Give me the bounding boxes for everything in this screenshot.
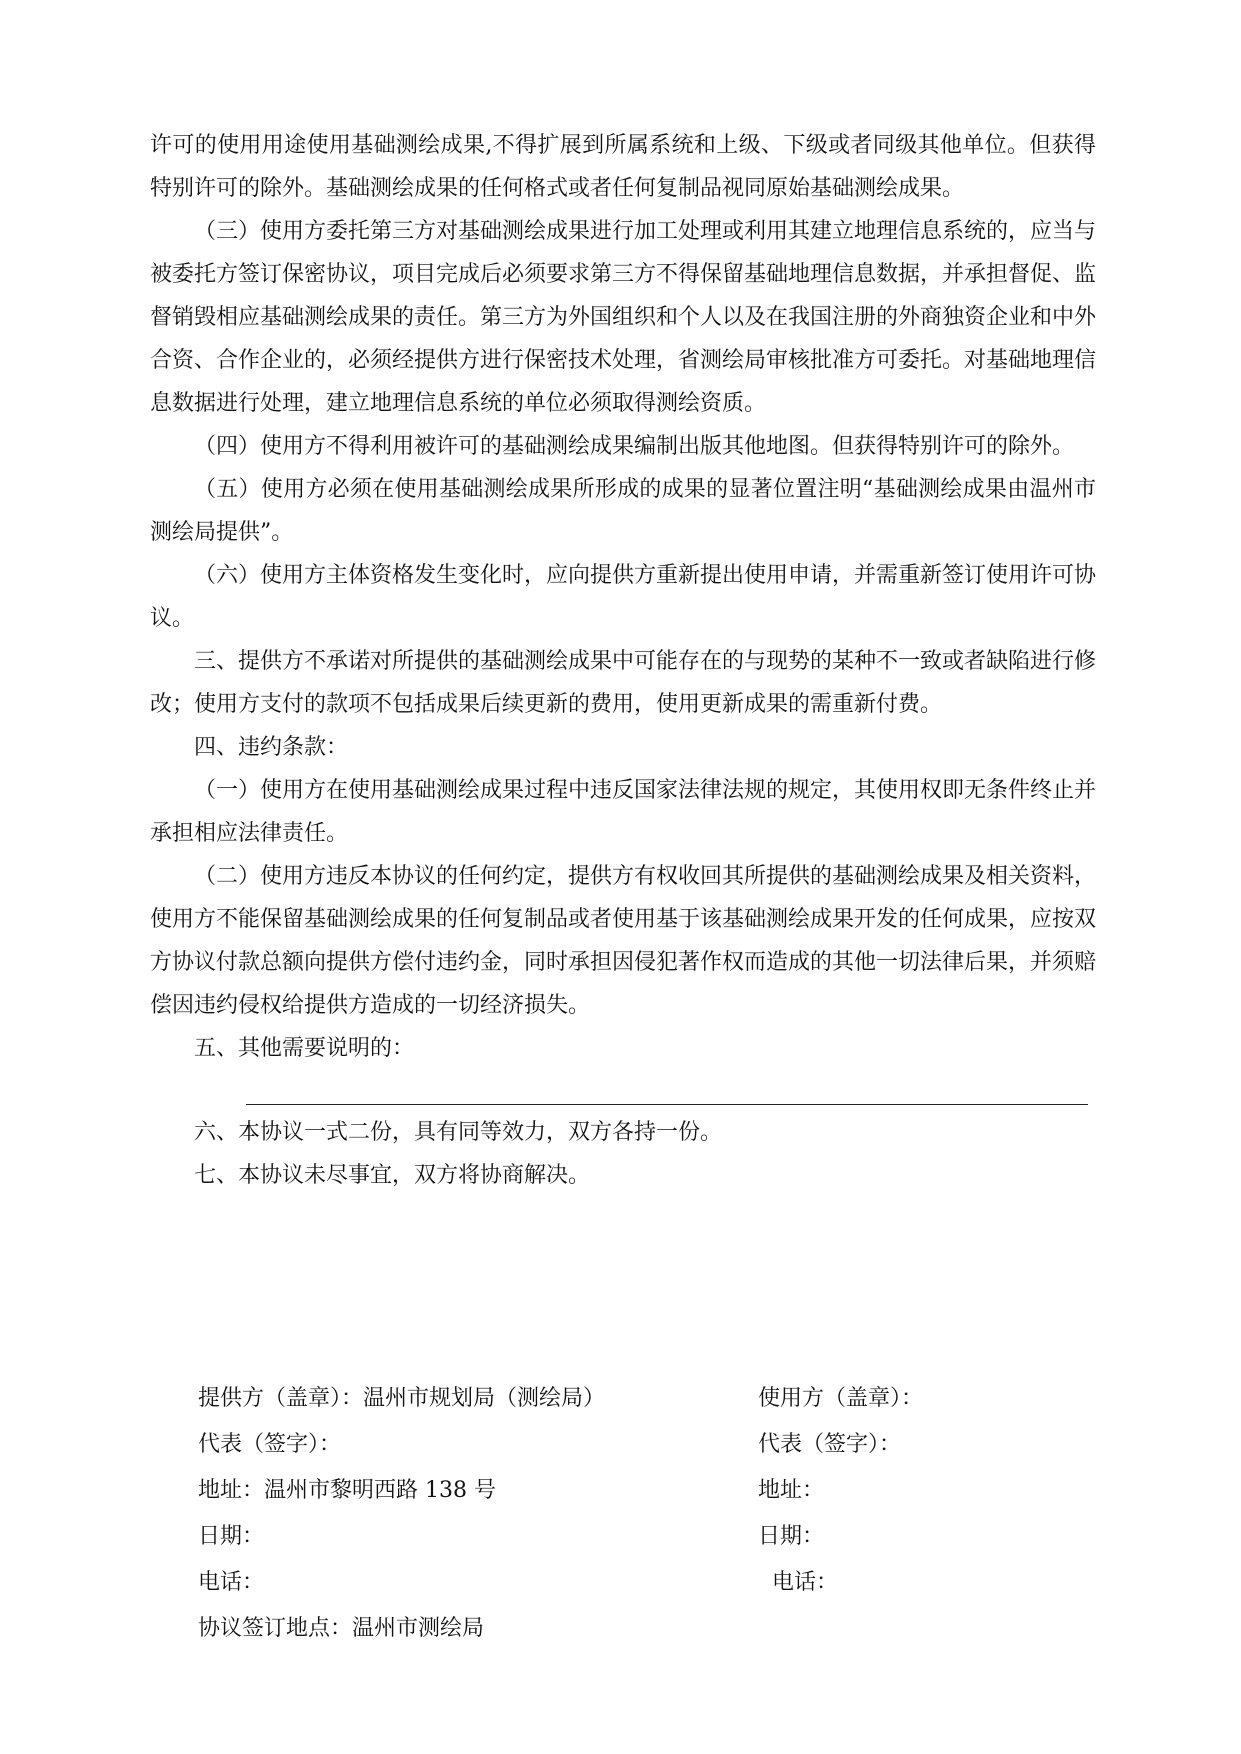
signature-row-phone bbox=[198, 1560, 1098, 1606]
user-phone: 电话： bbox=[772, 1570, 839, 1595]
clause-3-third-party: （三）使用方委托第三方对基础测绘成果进行加工处理或利用其建立地理信息系统的，应当与被委托方签订保密协议，项目完成后必须要求第三方不得保留基础地理信息数据，并承担督促、监督销毁相应基础测绘成果的责任。第三方为外国组织和个人以及在我国注册的外商独资企业和中外合资、合作企业的，必须经提供方进行保密技术处理，省测绘局审核批准方可委托。对基础地理信息数据进行处理，建立地理信息系统的单位必须取得测绘资质。 bbox=[150, 219, 1097, 416]
signing-place: 协议签订地点：温州市测绘局 bbox=[198, 1616, 485, 1641]
section-5-other-notes: 五、其他需要说明的： bbox=[194, 1036, 415, 1061]
provider-address: 地址：温州市黎明西路 138 号 bbox=[198, 1478, 496, 1503]
signature-row-address bbox=[198, 1468, 1098, 1514]
user-seal: 使用方（盖章）： bbox=[758, 1386, 924, 1411]
agreement-body bbox=[150, 124, 1096, 1197]
clause-4-no-map-publishing: （四）使用方不得利用被许可的基础测绘成果编制出版其他地图。但获得特别许可的除外。 bbox=[194, 434, 1075, 459]
user-date: 日期： bbox=[758, 1524, 825, 1549]
clause-usage-scope: 许可的使用用途使用基础测绘成果,不得扩展到所属系统和上级、下级或者同级其他单位。但获得特别许可的除外。基础测绘成果的任何格式或者任何复制品视同原始基础测绘成果。 bbox=[150, 133, 1096, 201]
signature-row-seal bbox=[198, 1376, 1098, 1422]
section-3-no-warranty: 三、提供方不承诺对所提供的基础测绘成果中可能存在的与现势的某种不一致或者缺陷进行修改；使用方支付的款项不包括成果后续更新的费用，使用更新成果的需重新付费。 bbox=[150, 649, 1097, 717]
signature-row-place bbox=[198, 1606, 1098, 1652]
provider-date: 日期： bbox=[198, 1524, 265, 1549]
breach-clause-1: （一）使用方在使用基础测绘成果过程中违反国家法律法规的规定，其使用权即无条件终止并承担相应法律责任。 bbox=[150, 778, 1097, 846]
user-address: 地址： bbox=[758, 1478, 825, 1503]
clause-5-attribution: （五）使用方必须在使用基础测绘成果所形成的成果的显著位置注明“基础测绘成果由温州市测绘局提供”。 bbox=[150, 477, 1096, 545]
breach-clause-2: （二）使用方违反本协议的任何约定，提供方有权收回其所提供的基础测绘成果及相关资料，使用方不能保留基础测绘成果的任何复制品或者使用基于该基础测绘成果开发的任何成果，应按双方协议付款总额向提供方偿付违约金，同时承担因侵犯著作权而造成的其他一切法律后果，并须赔偿因违约侵权给提供方造成的一切经济损失。 bbox=[150, 864, 1097, 1018]
section-6-copies: 六、本协议一式二份，具有同等效力，双方各持一份。 bbox=[194, 1120, 723, 1145]
provider-phone: 电话： bbox=[198, 1570, 265, 1595]
provider-representative: 代表（签字）： bbox=[198, 1432, 342, 1457]
section-7-negotiation: 七、本协议未尽事宜，双方将协商解决。 bbox=[194, 1163, 591, 1188]
user-representative: 代表（签字）： bbox=[758, 1432, 902, 1457]
signature-block bbox=[198, 1376, 1098, 1652]
signature-row-date bbox=[198, 1514, 1098, 1560]
signature-row-representative bbox=[198, 1422, 1098, 1468]
section-4-heading: 四、违约条款： bbox=[194, 735, 349, 760]
clause-6-qualification-change: （六）使用方主体资格发生变化时，应向提供方重新提出使用申请，并需重新签订使用许可协议。 bbox=[150, 563, 1097, 631]
provider-seal: 提供方（盖章）：温州市规划局（测绘局） bbox=[198, 1386, 606, 1411]
notes-blank-line[interactable] bbox=[246, 1070, 1088, 1105]
